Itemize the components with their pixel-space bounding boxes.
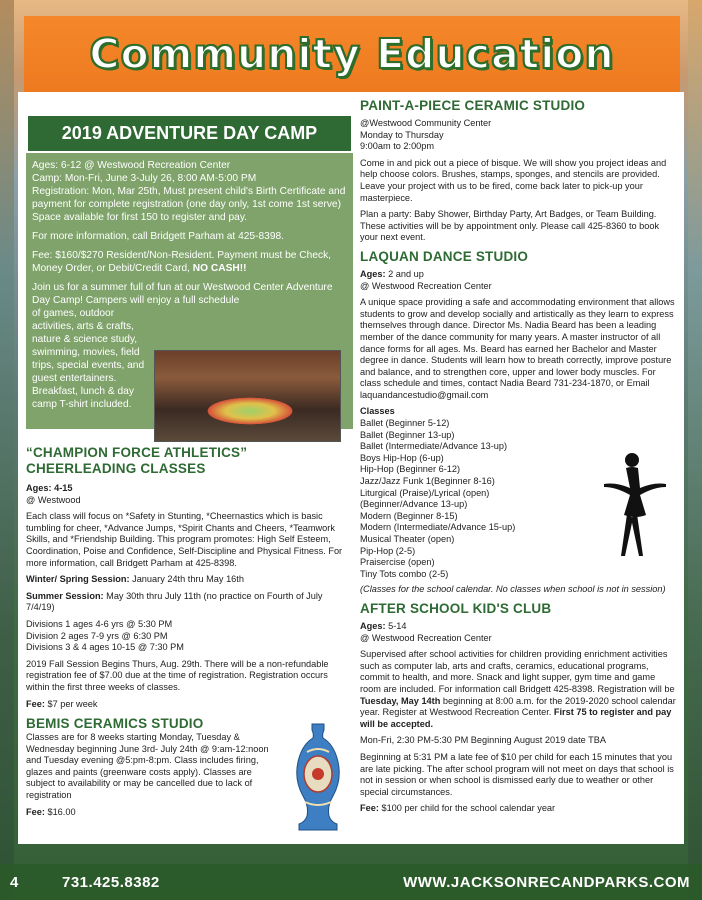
laquan-classes-label: Classes <box>360 406 395 417</box>
afterschool-desc-c: beginning at 8:00 a.m. for the 2019-2020 school calendar year. Register at Westwood Recreation Center. <box>360 695 676 718</box>
footer-phone: 731.425.8382 <box>62 873 160 891</box>
bemis-fee-label: Fee: <box>26 806 45 817</box>
bemis-fee-value: $16.00 <box>44 806 76 817</box>
paint-hours: 9:00am to 2:00pm <box>360 141 435 152</box>
class-item: Hip-Hop (Beginner 6-12) <box>360 464 461 475</box>
background-left <box>0 0 14 900</box>
cheer-fee-label: Fee: <box>26 698 45 709</box>
cheer-summer-session <box>26 591 353 614</box>
camp-title: 2019 ADVENTURE DAY CAMP <box>26 114 353 153</box>
camp-photo <box>154 350 341 442</box>
camp-no-cash: NO CASH!! <box>192 263 247 274</box>
cheer-division-1: Divisions 1 ages 4-6 yrs @ 5:30 PM <box>26 618 173 629</box>
paint-title: PAINT-A-PIECE CERAMIC STUDIO <box>360 98 586 113</box>
paint-days: Monday to Thursday <box>360 129 444 140</box>
paint-party: Plan a party: Baby Shower, Birthday Party, Art Badges, or Team Building. These activities will be by appointment only. Please call 425-8360 to book your next event. <box>360 209 660 243</box>
laquan-ages-label: Ages: <box>360 268 386 279</box>
vase-image <box>285 722 351 834</box>
class-item: Modern (Intermediate/Advance 15-up) <box>360 522 516 533</box>
cheer-title: “CHAMPION FORCE ATHLETICS” CHEERLEADING CLASSES <box>26 445 248 476</box>
class-item: Musical Theater (open) <box>360 534 455 544</box>
background-right <box>688 0 702 900</box>
bemis-description: Classes are for 8 weeks starting Monday, Tuesday & Wednesday beginning June 3rd- July 24th @ 9:am-12:noon and Tuesday evening @5:pm-8:pm. Class includes firing, glazes and paints (greenware costs apply). Classes are subject to availability or may be cancelled due to lack of registration <box>26 732 269 801</box>
class-item: Pip-Hop (2-5) <box>360 545 416 556</box>
class-item: Jazz/Jazz Funk 1(Beginner 8-16) <box>360 476 495 487</box>
afterschool-title: AFTER SCHOOL KID'S CLUB <box>360 600 552 616</box>
afterschool-description <box>360 649 678 730</box>
class-item: Tiny Tots combo (2-5) <box>360 568 449 579</box>
cheer-division-2: Division 2 ages 7-9 yrs @ 6:30 PM <box>26 630 168 641</box>
afterschool-reg-date: Tuesday, May 14th <box>360 695 441 706</box>
class-item: Modern (Beginner 8-15) <box>360 510 458 521</box>
camp-contact: For more information, call Bridgett Parham at 425-8398. <box>32 231 284 242</box>
cheer-winter-session <box>26 574 353 586</box>
afterschool-schedule: Mon-Fri, 2:30 PM-5:30 PM Beginning August 2019 date TBA <box>360 735 606 746</box>
summer-value: May 30th thru July 11th (no practice on Fourth of July 7/4/19) <box>26 590 323 613</box>
laquan-location: @ Westwood Recreation Center <box>360 280 492 291</box>
camp-details: Ages: 6-12 @ Westwood Recreation Center Camp: Mon-Fri, June 3-July 26, 8:00 AM-5:00 PM Registration: Mon, Mar 25th, Must present child's Birth Certificate and payment for complete registration (one day only, 1st come 1st serve) Space available for first 150 to register and pay. <box>32 160 346 223</box>
afterschool-fee <box>360 803 678 815</box>
laquan-ages <box>360 269 678 281</box>
class-item: Ballet (Beginner 13-up) <box>360 429 455 440</box>
paint-location: @Westwood Community Center <box>360 118 492 128</box>
paint-description: Come in and pick out a piece of bisque. We will show you project ideas and help choose colors. Brushes, stamps, sponges, and stencils are provided. Leave your project with us to be fired, come back later to pick-up your masterpiece. <box>360 157 667 203</box>
paint-a-piece-section <box>360 98 678 244</box>
cheer-fee <box>26 699 353 711</box>
afterschool-location: @ Westwood Recreation Center <box>360 632 492 643</box>
cheer-description: Each class will focus on *Safety in Stunting, *Cheernastics which is basic tumbling for cheer, *Advance Jumps, *Spirit Chants and Cheers, *Teamwork Skills, and *Friendship Building. This program promotes: High Self Esteem, Coordination, Poise and Confidence, Self-Discipline and Physical Fitness. For more information, call Bridgett Parham at 425-8398. <box>26 511 343 568</box>
class-item: Ballet (Beginner 5-12) <box>360 418 450 429</box>
class-item: (Beginner/Advance 13-up) <box>360 499 468 510</box>
afterschool-ages <box>360 621 678 633</box>
afterschool-ages-label: Ages: <box>360 620 386 631</box>
adventure-day-camp-box <box>26 114 353 429</box>
class-item: Praisercise (open) <box>360 557 435 568</box>
laquan-note: (Classes for the school calendar. No classes when school is not in session) <box>360 584 666 595</box>
laquan-dance-section <box>360 249 678 596</box>
left-column <box>26 92 353 823</box>
camp-fee-text: Fee: $160/$270 Resident/Non-Resident. Payment must be Check, Money Order, or Debit/Credit Card, <box>32 250 331 274</box>
afterschool-first-75: First 75 to register and pay will be accepted. <box>360 707 672 729</box>
class-item: Boys Hip-Hop (6-up) <box>360 452 444 463</box>
afterschool-late-fee: Beginning at 5:31 PM a late fee of $10 per child for each 15 minutes that you are late picking. The after school program will not meet on days that school is not in session or when school is dismissed early due to weather or other special circumstances. <box>360 751 674 797</box>
dancer-silhouette-image <box>596 450 668 560</box>
content-page <box>18 92 684 844</box>
afterschool-fee-value: $100 per child for the school calendar year <box>378 803 556 814</box>
laquan-ages-value: 2 and up <box>385 268 424 279</box>
summer-label: Summer Session: <box>26 590 104 601</box>
cheer-division-3: Divisions 3 & 4 ages 10-15 @ 7:30 PM <box>26 642 184 653</box>
laquan-classes-list <box>360 418 580 580</box>
right-column <box>360 98 678 820</box>
cheerleading-section <box>26 445 353 710</box>
page-title: Community Education <box>89 30 615 78</box>
laquan-title: LAQUAN DANCE STUDIO <box>360 248 529 264</box>
bemis-ceramics-section <box>26 716 353 818</box>
class-item: Ballet (Intermediate/Advance 13-up) <box>360 441 508 452</box>
footer-website-link[interactable]: WWW.JACKSONRECANDPARKS.COM <box>403 873 690 891</box>
cheer-fee-value: $7 per week <box>44 698 98 709</box>
cheer-ages: Ages: 4-15 <box>26 483 73 493</box>
camp-fee <box>32 249 347 275</box>
page-header <box>24 16 680 92</box>
camp-join-narrow: of games, outdoor activities, arts & crafts, nature & science study, swimming, movies, field trips, special events, and guest entertainers. Breakfast, lunch & day camp T-shirt included. <box>32 308 145 410</box>
afterschool-ages-value: 5-14 <box>385 620 407 631</box>
page-number: 4 <box>10 873 19 891</box>
after-school-section <box>360 601 678 815</box>
cheer-fall-session: 2019 Fall Session Begins Thurs, Aug. 29th. There will be a non-refundable registration fee of $7.00 due at the time of registration. Registration occurs within the first three weeks of classes. <box>26 658 329 692</box>
bemis-fee <box>26 807 276 819</box>
winter-value: January 24th thru May 16th <box>129 574 244 585</box>
winter-label: Winter/ Spring Session: <box>26 574 130 585</box>
page-footer <box>0 864 702 900</box>
afterschool-desc-a: Supervised after school activities for children providing enrichment activities such as computer lab, arts and crafts, ceramics, educational programs, commit to health, and more. Snack and light supper, gym time and game room are included. For information call Bridgett 425-8398. Registration will be <box>360 649 675 694</box>
afterschool-fee-label: Fee: <box>360 803 379 814</box>
cheer-location: @ Westwood <box>26 494 81 505</box>
class-item: Liturgical (Praise)/Lyrical (open) <box>360 487 490 498</box>
bemis-title: BEMIS CERAMICS STUDIO <box>26 716 204 732</box>
laquan-description: A unique space providing a safe and accommodating environment that allows students to grow and develop socially and artistically as they learn to express themselves through dance. Director Ms. Nadia Beard has been a leading member of the dance community for many years. A master instructor of all dance forms for all ages. Ms. Beard has earned her Bachelor and Master degree in dance. Students will learn how to breath correctly, improve posture and balance, and to strengthen core, upper and lower body muscles. For class schedule and times, contact Nadia Beard 731-234-1870, or Email laquandancestudio@gmail.com <box>360 297 675 400</box>
camp-join-wide: Join us for a summer full of fun at our Westwood Center Adventure Day Camp! Campers will enjoy a full schedule <box>32 282 333 306</box>
